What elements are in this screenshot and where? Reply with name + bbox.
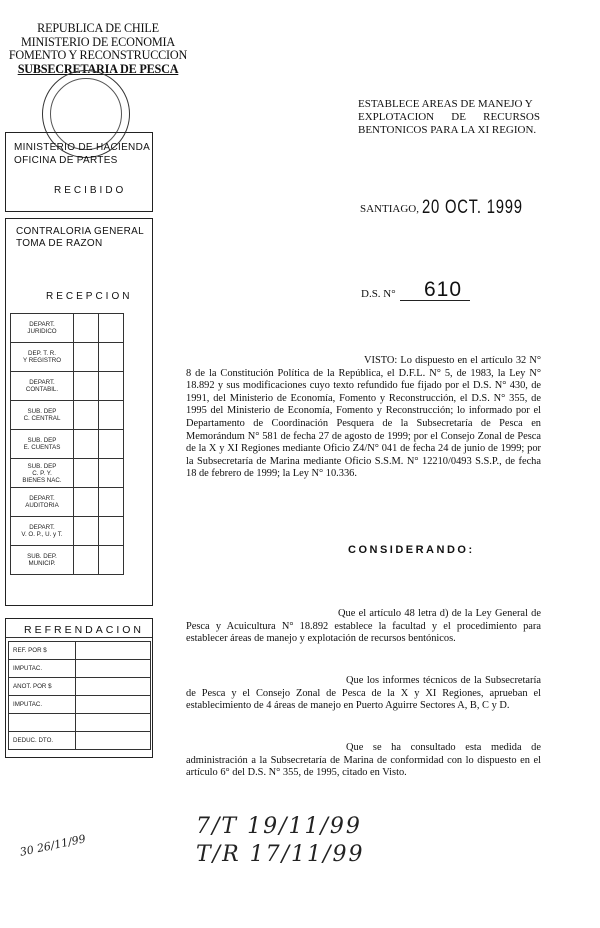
- routing-row: [11, 372, 124, 401]
- decree-title: [358, 98, 540, 137]
- contraloria-line-1: CONTRALORIA GENERAL: [16, 226, 144, 237]
- header-line-4: SUBSECRETARIA DE PESCA: [17, 61, 179, 76]
- header-line-2: MINISTERIO DE ECONOMIA: [20, 34, 176, 49]
- routing-row: [11, 314, 124, 343]
- decree-number-underline: [400, 300, 470, 301]
- considerando-heading: CONSIDERANDO:: [348, 544, 475, 556]
- title-line-1: ESTABLECE AREAS DE MANEJO Y: [358, 98, 533, 110]
- refrendacion-label: DEDUC. DTO.: [9, 732, 76, 750]
- considerando-text-3: Que se ha consultado esta medida de administración a la Subsecretaría de Marina de conformidad con lo dispuesto en el artículo 6° del D.S. N° 355, de 1995, citado en Visto.: [186, 742, 541, 779]
- header-line-3: FOMENTO Y RECONSTRUCCION: [8, 48, 188, 62]
- refrendacion-label: REF. POR $: [9, 642, 76, 660]
- routing-row: [11, 401, 124, 430]
- refrendacion-label: IMPUTAC.: [9, 696, 76, 714]
- routing-row: [11, 459, 124, 488]
- refrendacion-label: IMPUTAC.: [9, 660, 76, 678]
- refrendacion-row: [9, 678, 151, 696]
- routing-row: [11, 488, 124, 517]
- refrendacion-row: [9, 696, 151, 714]
- routing-label: SUB. DEP E. CUENTAS: [11, 430, 74, 459]
- routing-label: DEPART. V. O. P., U. y T.: [11, 517, 74, 546]
- routing-row: [11, 430, 124, 459]
- routing-row: [11, 546, 124, 575]
- refrendacion-label: [9, 714, 76, 732]
- decree-number: 610: [424, 278, 463, 301]
- routing-row: [11, 517, 124, 546]
- handwritten-note-2: T/R 17/11/99: [196, 842, 365, 867]
- refrendacion-row: [9, 642, 151, 660]
- routing-label: SUB. DEP C. P. Y. BIENES NAC.: [11, 459, 74, 488]
- refrendacion-grid: [8, 641, 151, 750]
- considerando-paragraph-1: [186, 608, 541, 646]
- dateline-place: SANTIAGO,: [360, 203, 419, 215]
- decree-label: D.S. N°: [361, 288, 396, 300]
- routing-label: DEPART. JURIDICO: [11, 314, 74, 343]
- routing-grid: [10, 313, 124, 575]
- title-line-3: BENTONICOS PARA LA XI REGION.: [358, 124, 537, 136]
- visto-label: VISTO:: [364, 355, 398, 366]
- routing-label: SUB. DEP C. CENTRAL: [11, 401, 74, 430]
- routing-row: [11, 343, 124, 372]
- visto-text: Lo dispuesto en el artículo 32 N° 8 de la Constitución Política de la República, el D.F.L. N° 5, de 1983, la Ley N° 18.892 y sus modificaciones cuyo texto refundido fue fijado por el D.S. N° 430, de 1991, del Ministerio de Economía, Fomento y Reconstrucción, el D.S. N° 355, de 1995 del Ministerio de Economía, Fomento y Reconstrucción; lo informado por el Departamento de Coordinación Pesquera de la Subsecretaría de Pesca en Memorándum N° 581 de fecha 27 de agosto de 1999; por el Consejo Zonal de Pesca de la X y XI Regiones mediante Oficio Z4/N° 041 de fecha 24 de junio de 1999; por la Subsecretaría de Marina mediante Oficio S.S.M. N° 12210/0493 S.S.P., de fecha 18 de febrero de 1999; la Ley N° 10.336.: [186, 355, 541, 480]
- refrendacion-row: [9, 660, 151, 678]
- title-line-2: EXPLOTACION DE RECURSOS: [358, 111, 540, 123]
- refrendacion-label: ANOT. POR $: [9, 678, 76, 696]
- hacienda-stamp: [5, 132, 153, 212]
- routing-label: DEPART. CONTABIL.: [11, 372, 74, 401]
- header-line-1: REPUBLICA DE CHILE: [37, 21, 159, 35]
- refrendacion-row: [9, 732, 151, 750]
- refrendacion-title: REFRENDACION: [24, 624, 145, 636]
- handwritten-note-1: 7/T 19/11/99: [196, 814, 362, 839]
- considerando-paragraph-2: [186, 675, 541, 713]
- contraloria-status: RECEPCION: [46, 291, 133, 302]
- hacienda-line-2: OFICINA DE PARTES: [14, 155, 118, 166]
- routing-label: DEPART. AUDITORIA: [11, 488, 74, 517]
- hacienda-status: RECIBIDO: [54, 185, 127, 196]
- refrendacion-stamp: [5, 618, 153, 758]
- routing-label: SUB. DEP. MUNICIP.: [11, 546, 74, 575]
- hacienda-line-1: MINISTERIO DE HACIENDA: [14, 142, 151, 153]
- contraloria-line-2: TOMA DE RAZON: [16, 238, 103, 249]
- dateline-date: 20 OCT. 1999: [422, 197, 523, 218]
- refrendacion-row: [9, 714, 151, 732]
- considerando-text-2: Que los informes técnicos de la Subsecretaría de Pesca y el Consejo Zonal de Pesca de la X y XI Regiones, aprueban el establecimiento de 4 áreas de manejo en Puerto Aguirre Sectores A, B, C y D.: [186, 675, 541, 712]
- considerando-text-1: Que el artículo 48 letra d) de la Ley General de Pesca y Acuicultura N° 18.892 establece la facultad y el procedimiento para establecer áreas de manejo y explotación de recursos bentónicos.: [186, 608, 541, 645]
- visto-paragraph: [186, 355, 541, 481]
- contraloria-stamp: [5, 218, 153, 606]
- ministry-header: [0, 22, 196, 76]
- considerando-paragraph-3: [186, 742, 541, 780]
- routing-label: DEP. T. R. Y REGISTRO: [11, 343, 74, 372]
- handwritten-margin-note: 30 26/11/99: [18, 832, 87, 859]
